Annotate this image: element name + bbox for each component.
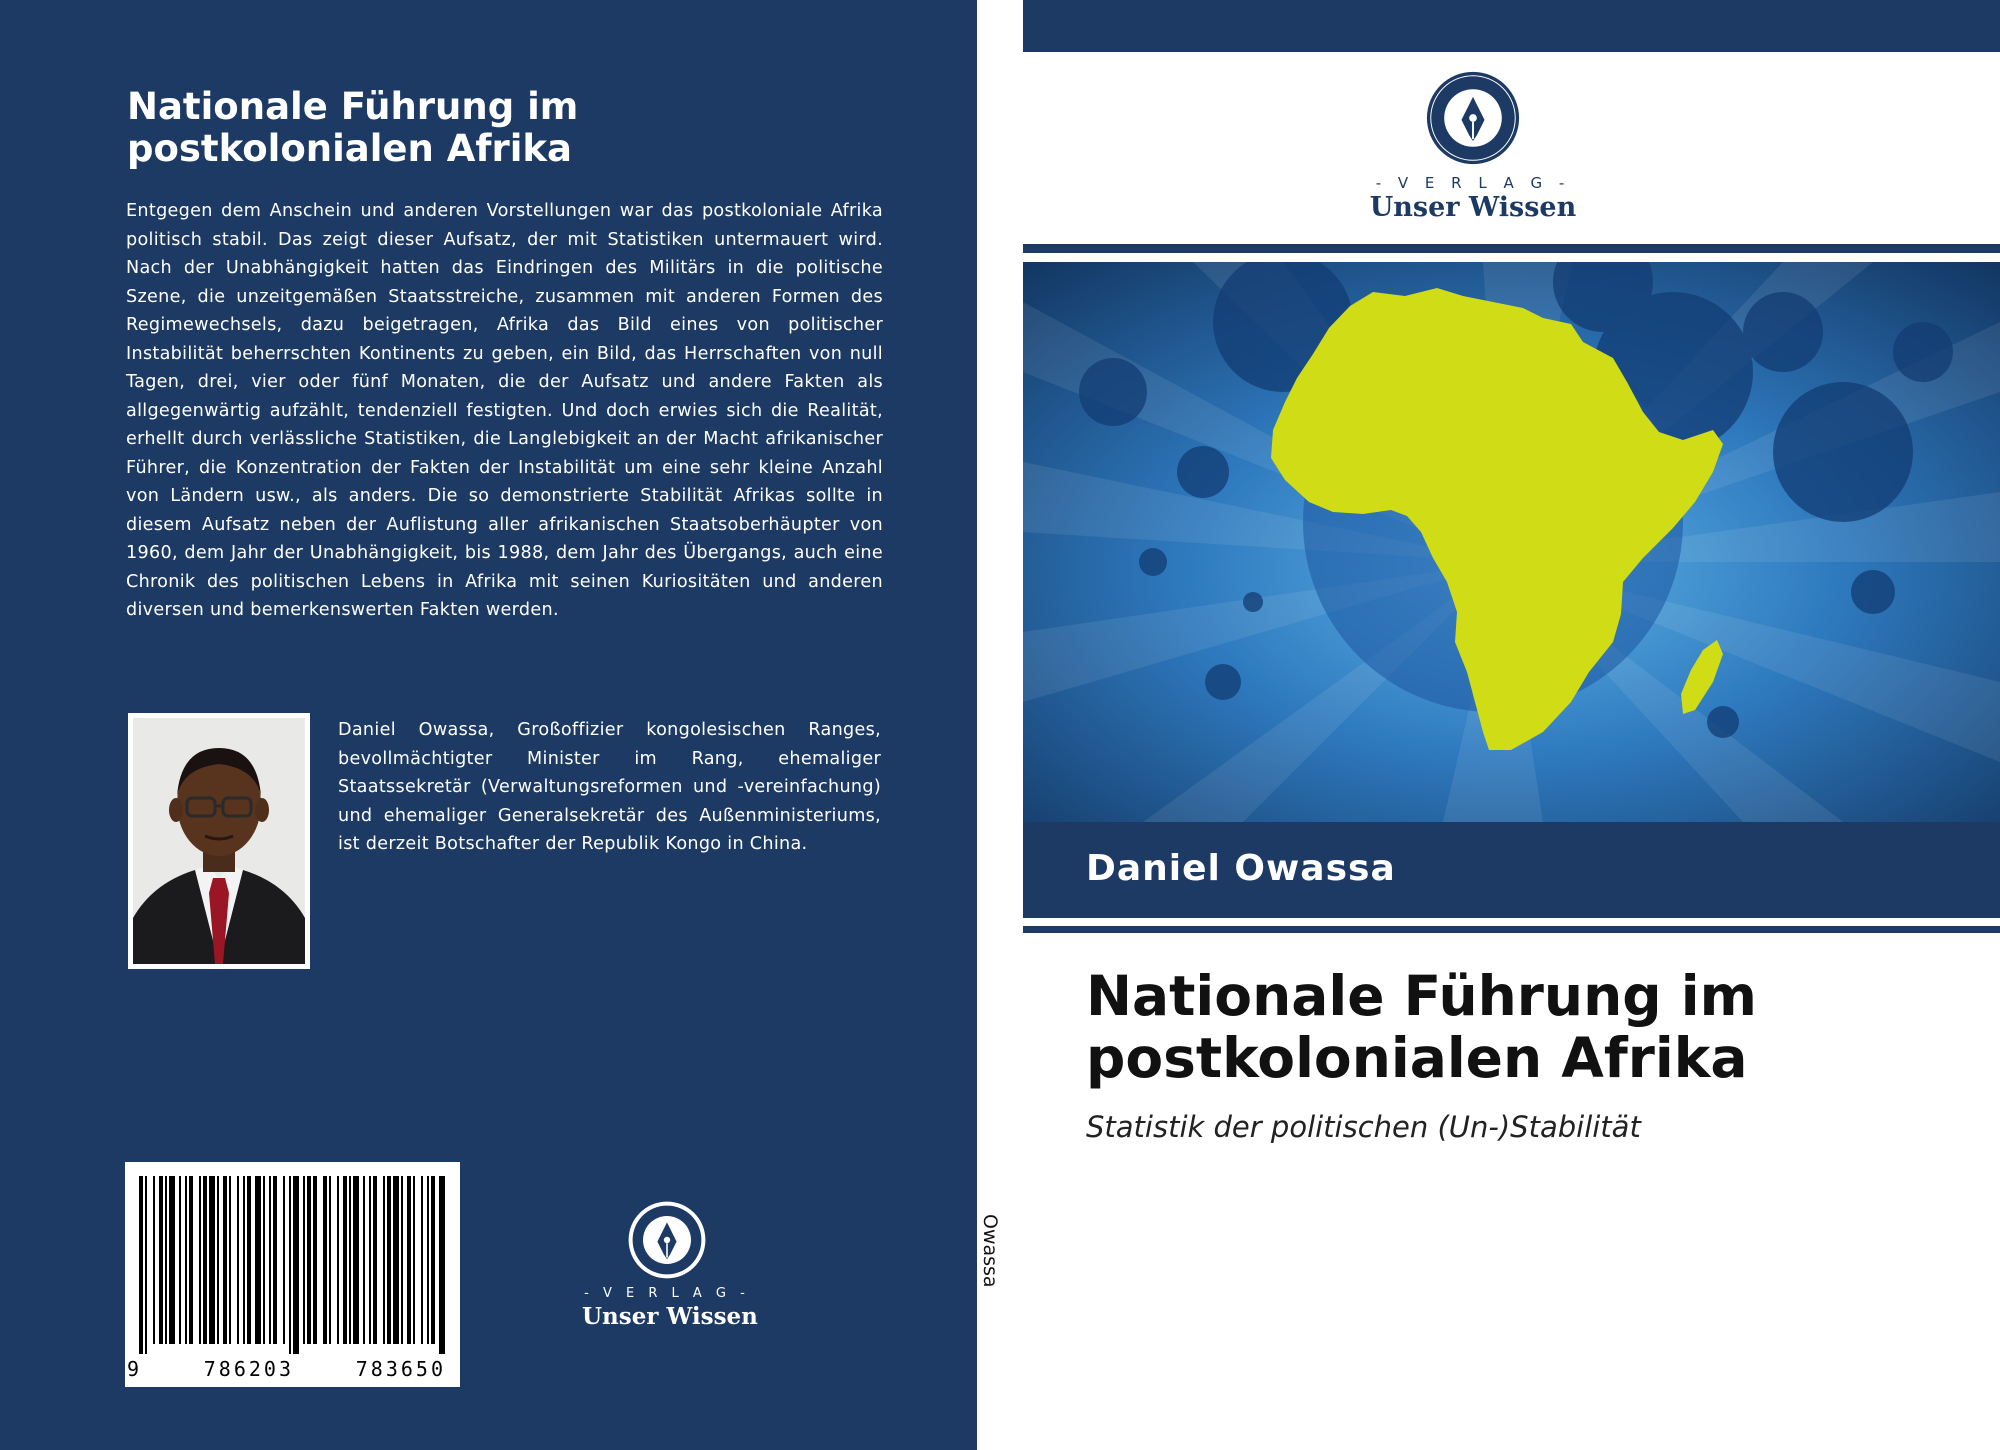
barcode-bar [439,1176,445,1354]
fountain-pen-nib-seal-icon [627,1200,707,1280]
front-cover-subtitle: Statistik der politischen (Un-)Stabilität [1086,1110,1641,1144]
barcode-bar [263,1176,265,1344]
africa-map-icon [1023,262,2000,822]
barcode-bar [323,1176,327,1344]
front-cover-title: Nationale Führung im postkolonialen Afrika [1086,964,1757,1090]
barcode-bar [179,1176,181,1344]
barcode-bar [203,1176,207,1344]
front-top-bar [1023,0,2000,52]
barcode-bar [413,1176,415,1344]
barcode-bar [407,1176,411,1344]
back-cover-title: Nationale Führung im postkolonialen Afrika [127,85,579,170]
barcode-bar [421,1176,423,1344]
barcode-bar [145,1176,147,1354]
barcode-bar [401,1176,403,1344]
barcode-bar [303,1176,305,1344]
barcode-bar [337,1176,339,1344]
barcode-bar [169,1176,175,1344]
barcode-bar [217,1176,219,1344]
barcode-bar [165,1176,167,1344]
barcode-bar [373,1176,377,1344]
barcode-bar [289,1176,291,1354]
barcode-bar [343,1176,347,1344]
barcode-bar [189,1176,193,1344]
author-band [1023,822,2000,918]
fountain-pen-nib-seal-icon [1425,70,1521,166]
back-cover [0,0,977,1450]
barcode-bar [159,1176,163,1344]
barcode-bar [307,1176,311,1344]
front-author-name: Daniel Owassa [1086,848,1396,889]
barcode-bar [199,1176,201,1344]
front-publisher-name: Unser Wissen [1369,192,1577,223]
barcode-bar [139,1176,143,1354]
barcode-bar [223,1176,227,1344]
barcode-bar [153,1176,155,1344]
isbn-digit-group-2: 786203 [203,1357,295,1381]
author-photo [128,713,310,969]
lower-stripe [1023,926,2000,933]
front-publisher-logo [1368,70,1578,223]
barcode-bar [269,1176,271,1344]
spine-author: Owassa [979,1214,1001,1288]
barcode-bar [283,1176,285,1344]
back-publisher-verlag: - V E R L A G - [584,1286,750,1301]
back-publisher-name: Unser Wissen [582,1303,758,1330]
barcode-bar [313,1176,317,1344]
barcode-bar [387,1176,391,1344]
barcode-bar [273,1176,277,1344]
front-publisher-verlag: - V E R L A G - [1375,174,1571,192]
barcode-bar [209,1176,215,1344]
isbn-digit-group-3: 783650 [355,1357,446,1381]
barcode-bar [383,1176,385,1344]
barcode-bar [363,1176,365,1344]
africa-map-illustration [1023,262,2000,822]
back-cover-blurb: Entgegen dem Anschein und anderen Vorstellungen war das postkoloniale Afrika politisch stabil. Das zeigt dieser Aufsatz, der mit Statistiken untermauert wird. Nach der Unabhängigkeit hatten das Eindringen des Militärs in die politische Szene, die unzeitgemäßen Staatsstreiche, zusammen mit anderen Formen des Regimewechsels, dazu beigetragen, Afrika das Bild eines von politischer Instabilität beherrschten Kontinents zu geben, ein Bild, das Herrschaften von null Tagen, drei, vier oder fünf Monaten, die der Aufsatz und andere Fakten als allgegenwärtig aufzählt, tendenziell festigten. Und doch erwies sich die Realität, erhellt durch verlässliche Statistiken, die Langlebigkeit an der Macht afrikanischer Führer, die Konzentration der Fakten der Instabilität um eine sehr kleine Anzahl von Ländern usw., als anders. Die so demonstrierte Stabilität Afrikas sollte in diesem Aufsatz neben der Auflistung aller afrikanischen Staatsoberhäupter von 1960, dem Jahr der Unabhängigkeit, bis 1988, dem Jahr des Übergangs, auch eine Chronik des politischen Lebens in Afrika mit seinen Kuriositäten und anderen diversen und bemerkenswerten Fakten werden. [126,201,883,620]
author-bio: Daniel Owassa, Großoffizier kongolesischen Ranges, bevollmächtigter Minister im Rang, ehemaliger Staatssekretär (Verwaltungsreformen und -vereinfachung) und ehemaliger Generalsekretär des Außenministeriums, ist derzeit Botschafter der Republik Kongo in China. [338,720,881,854]
author-portrait-icon [133,718,305,964]
barcode-bar [353,1176,359,1344]
barcode-bar [185,1176,187,1344]
barcode-bar [229,1176,231,1344]
barcode-bar [255,1176,261,1344]
barcode-bar [329,1176,331,1344]
barcode-bar [349,1176,351,1344]
upper-stripe [1023,244,2000,253]
barcode-bar [243,1176,245,1344]
isbn-digit-group-1: 9 [127,1357,143,1381]
barcode-bar [427,1176,429,1344]
isbn-digits [125,1357,460,1381]
back-publisher-logo [582,1200,758,1330]
barcode-bar [369,1176,371,1344]
barcode-bar [431,1176,435,1344]
front-cover [1023,0,2000,1450]
barcode-bar [237,1176,239,1344]
barcode-bar [393,1176,399,1344]
barcode-bars [125,1162,460,1357]
barcode-bar [293,1176,299,1354]
isbn-barcode [125,1162,460,1387]
barcode-bar [247,1176,251,1344]
